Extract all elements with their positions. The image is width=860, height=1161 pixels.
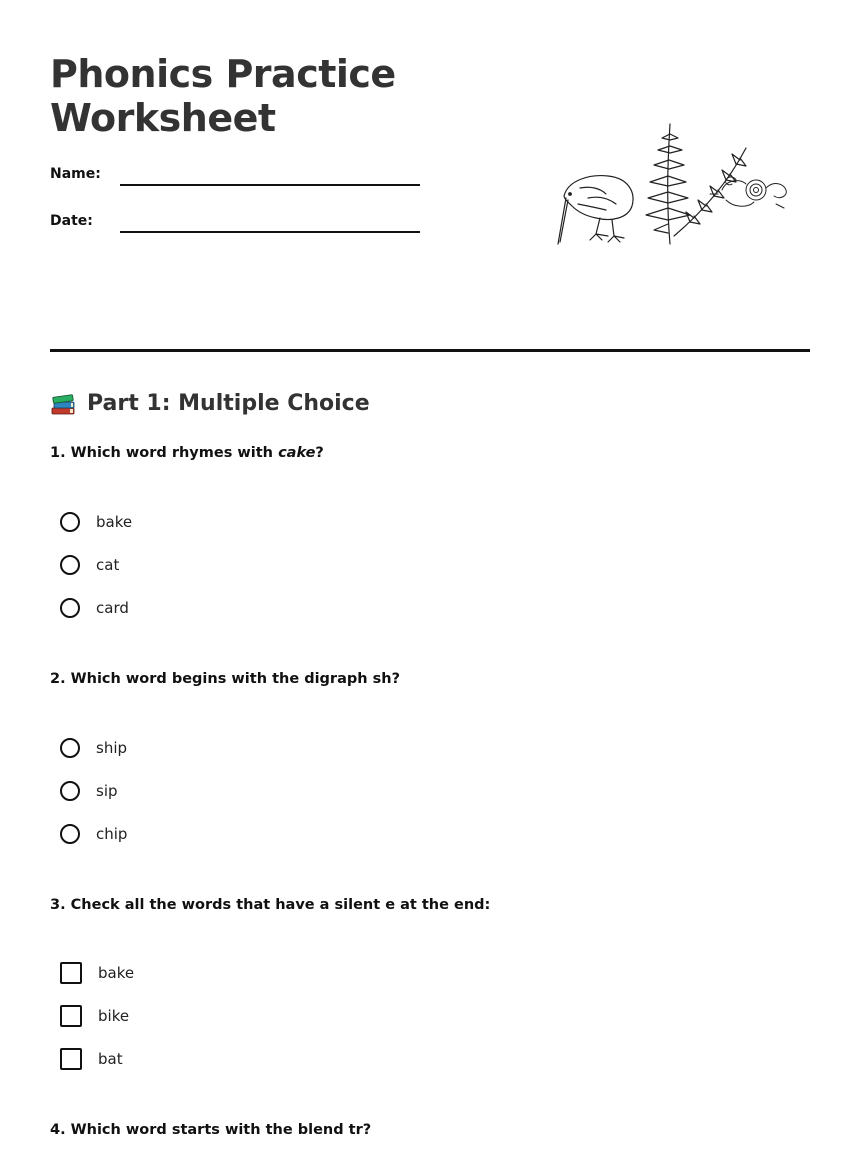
option-label: bat (98, 1050, 123, 1068)
option-label: card (96, 599, 129, 617)
option-label: bake (96, 513, 133, 531)
checkbox[interactable] (60, 962, 82, 984)
radio-button[interactable] (60, 824, 80, 844)
option-label: ship (96, 739, 128, 757)
question-1-prefix: 1. Which word rhymes with (50, 445, 279, 461)
q1-option-cat[interactable] (60, 552, 119, 578)
radio-button[interactable] (60, 738, 80, 758)
section-heading-text: Part 1: Multiple Choice (87, 391, 370, 416)
q2-option-ship[interactable] (60, 735, 127, 761)
section-divider (50, 349, 810, 352)
name-field[interactable] (50, 166, 420, 192)
kiwi-bird-icon (558, 176, 633, 244)
page-title (50, 52, 396, 140)
q3-option-bake[interactable] (60, 960, 134, 986)
q1-option-bake[interactable] (60, 509, 132, 535)
radio-button[interactable] (60, 598, 80, 618)
question-4: 4. Which word starts with the blend tr? (50, 1122, 372, 1138)
date-field[interactable] (50, 213, 420, 239)
q2-option-chip[interactable] (60, 821, 127, 847)
question-1 (50, 445, 324, 461)
radio-button[interactable] (60, 781, 80, 801)
question-1-keyword: cake (278, 445, 316, 461)
radio-button[interactable] (60, 512, 80, 532)
q1-option-card[interactable] (60, 595, 129, 621)
question-1-suffix: ? (315, 445, 324, 461)
date-line[interactable] (120, 231, 420, 233)
q2-option-sip[interactable] (60, 778, 118, 804)
checkbox[interactable] (60, 1048, 82, 1070)
question-2: 2. Which word begins with the digraph sh? (50, 671, 400, 687)
name-line[interactable] (120, 184, 420, 186)
q3-option-bike[interactable] (60, 1003, 129, 1029)
option-label: bake (98, 964, 135, 982)
option-label: bike (98, 1007, 130, 1025)
title-line-2: Worksheet (50, 96, 276, 140)
date-label: Date: (50, 213, 93, 229)
option-label: sip (96, 782, 118, 800)
header-illustration (550, 118, 790, 250)
option-label: cat (96, 556, 120, 574)
question-3: 3. Check all the words that have a silent e at the end: (50, 897, 491, 913)
section-heading (50, 389, 370, 419)
swirl-icon (710, 177, 786, 208)
name-label: Name: (50, 166, 101, 182)
fern-icon (646, 124, 746, 244)
checkbox[interactable] (60, 1005, 82, 1027)
radio-button[interactable] (60, 555, 80, 575)
q3-option-bat[interactable] (60, 1046, 123, 1072)
option-label: chip (96, 825, 128, 843)
books-icon (50, 390, 78, 418)
title-line-1: Phonics Practice (50, 52, 396, 96)
